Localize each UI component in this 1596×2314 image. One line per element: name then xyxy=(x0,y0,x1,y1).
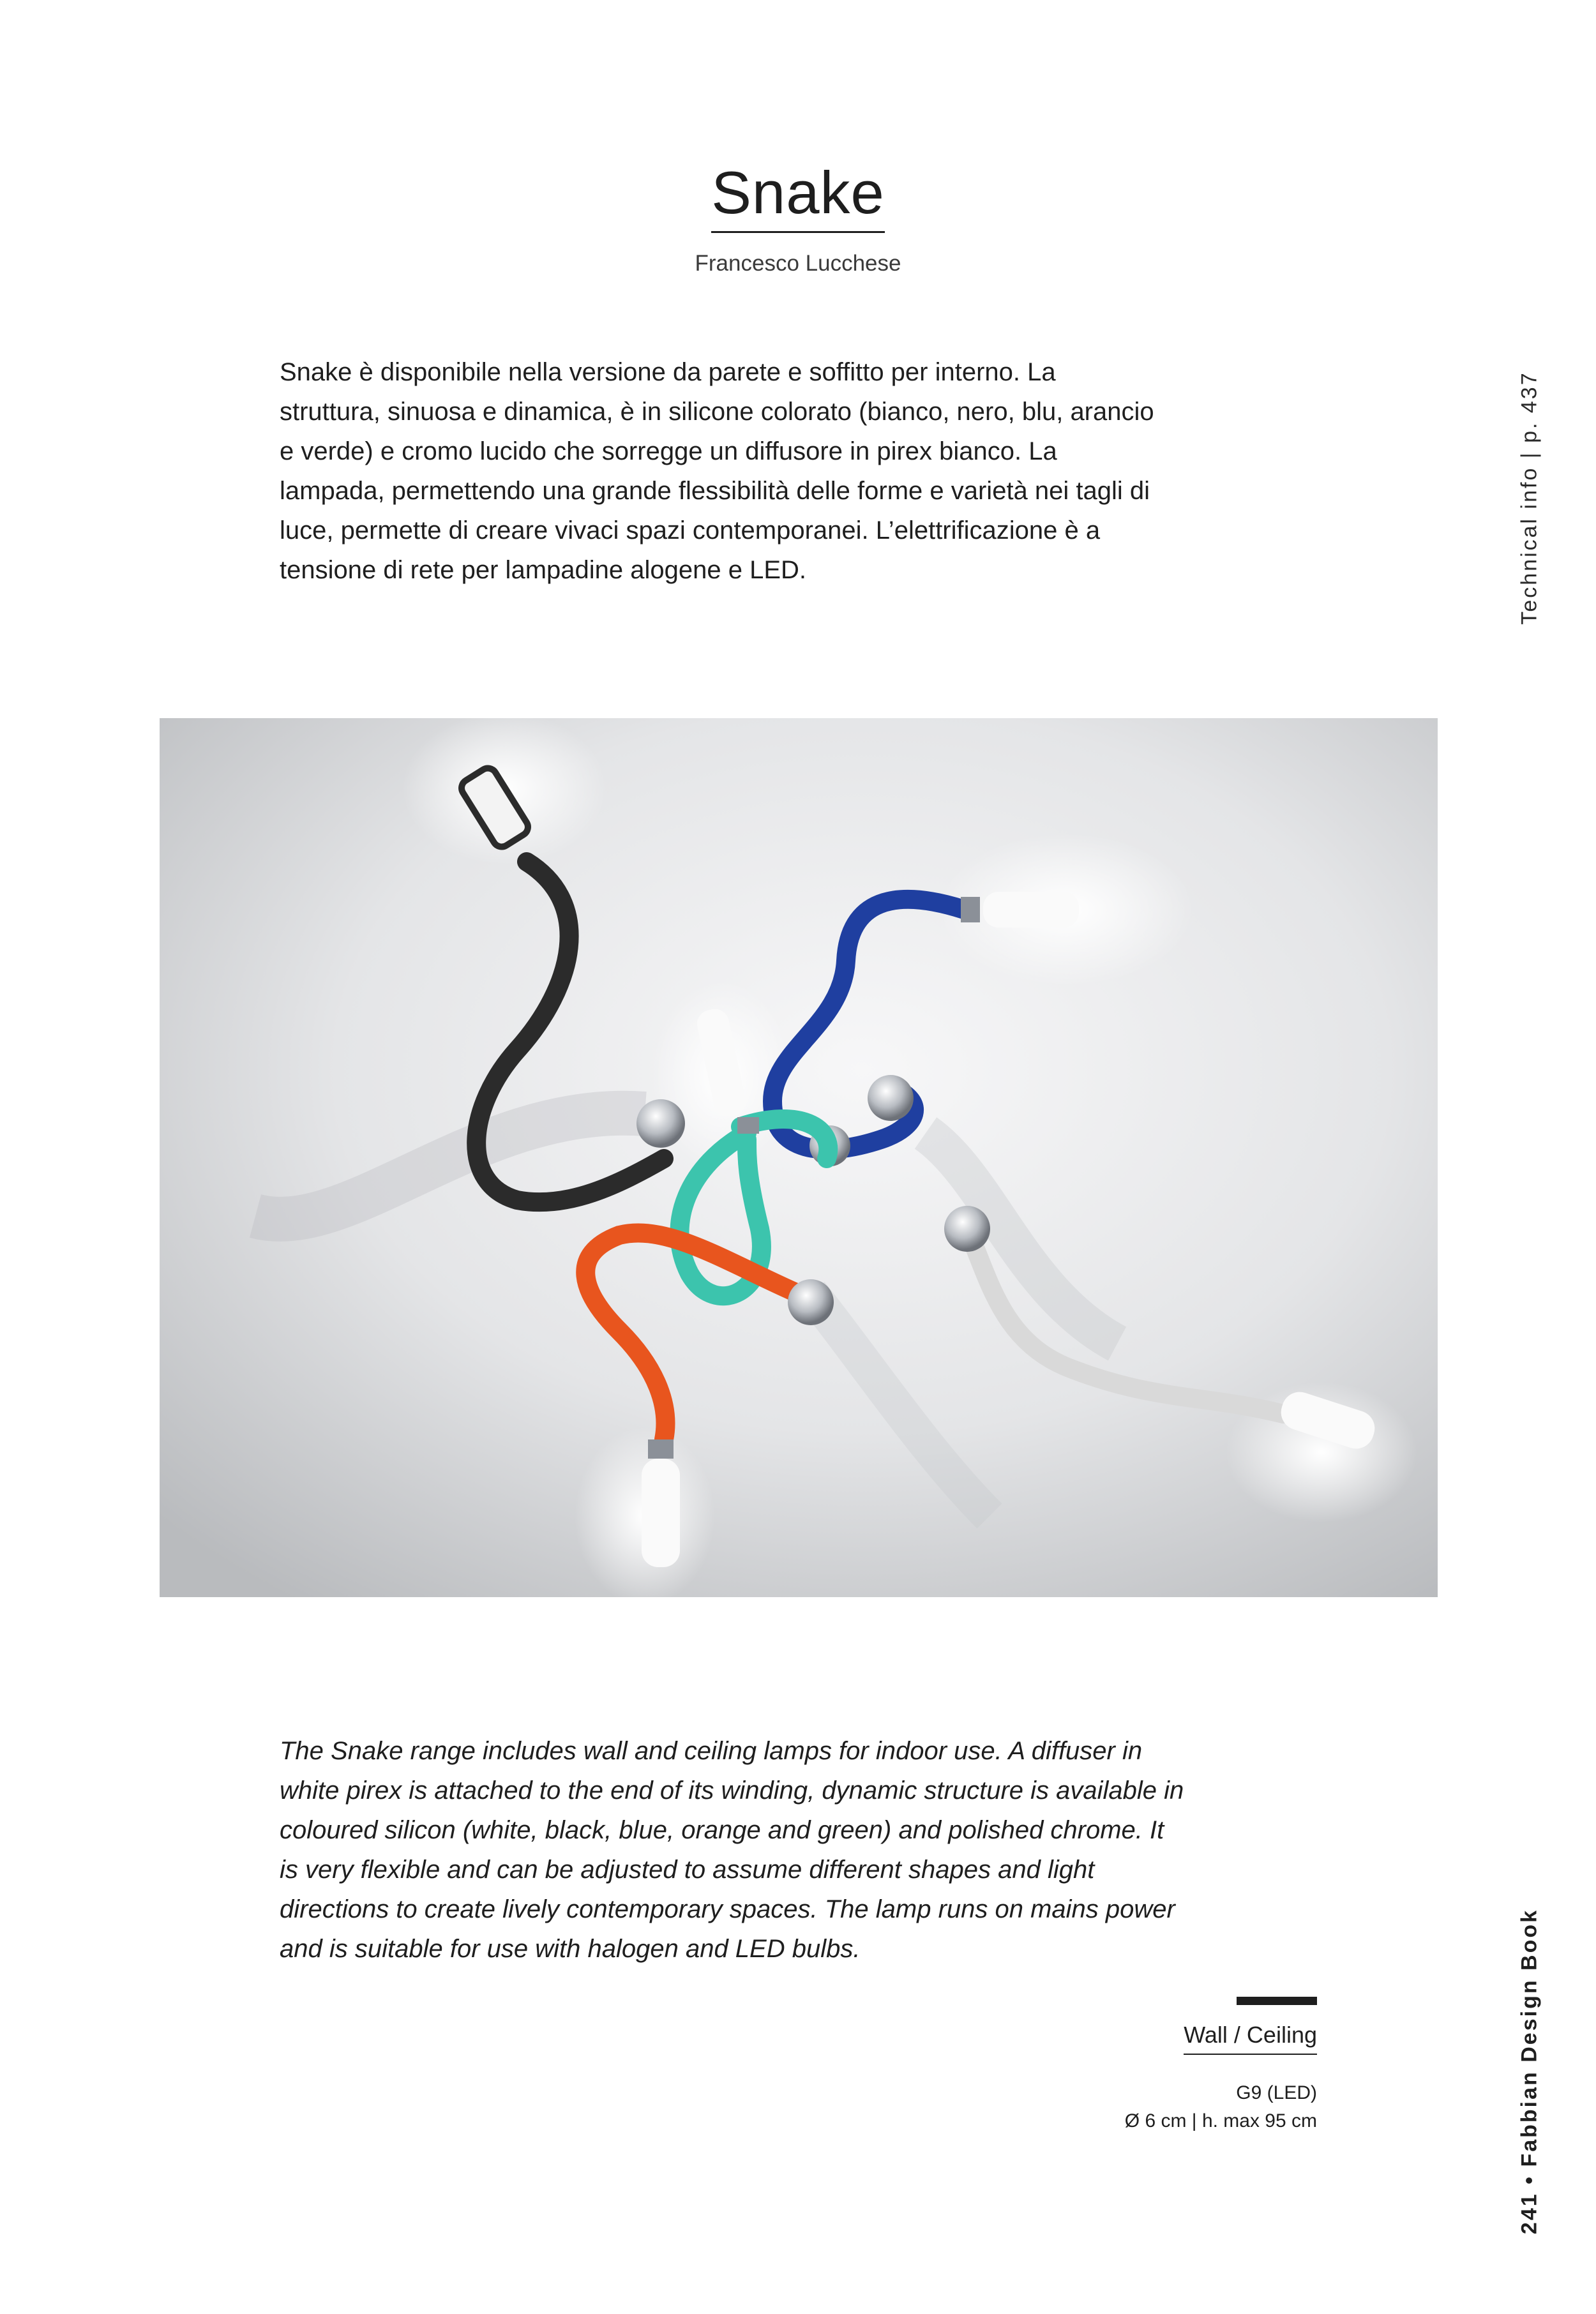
description-italian: Snake è disponibile nella versione da parete e soffitto per interno. La struttura, sinuosa e dinamica, è in silicone colorato (bianco, nero, blu, arancio e verde) e cromo lucido che sorregge un diffusore in pirex bianco. La lampada, permettendo una grande flessibilità delle forme e varietà nei tagli di luce, permette di creare vivaci spazi contemporanei. L’elettrificazione è a tensione di rete per lampadine alogene e LED. xyxy=(280,358,1154,584)
product-photo xyxy=(160,718,1438,1597)
title-block xyxy=(0,158,1596,276)
bulb-type: G9 (LED) xyxy=(1236,2082,1317,2103)
spec-divider xyxy=(1237,1997,1317,2005)
description-english: The Snake range includes wall and ceiling lamps for indoor use. A diffuser in white pirex is attached to the end of its winding, dynamic structure is available in coloured silicon (white, black, blue, orange and green) and polished chrome. It is very flexible and can be adjusted to assume different shapes and light directions to create lively contemporary spaces. The lamp runs on mains power and is suitable for use with halogen and LED bulbs. xyxy=(280,1737,1184,1963)
dimensions: Ø 6 cm | h. max 95 cm xyxy=(1124,2110,1317,2131)
technical-info-label: Technical info | p. 437 xyxy=(1517,371,1542,625)
mount-type: Wall / Ceiling xyxy=(1184,2022,1317,2055)
page-title: Snake xyxy=(711,158,885,233)
designer-name: Francesco Lucchese xyxy=(695,251,901,276)
spec-block xyxy=(1125,1997,1317,2135)
side-header xyxy=(1517,357,1542,638)
page-number-label: 241 • Fabbian Design Book xyxy=(1517,1908,1542,2235)
side-footer xyxy=(1517,1902,1542,2241)
